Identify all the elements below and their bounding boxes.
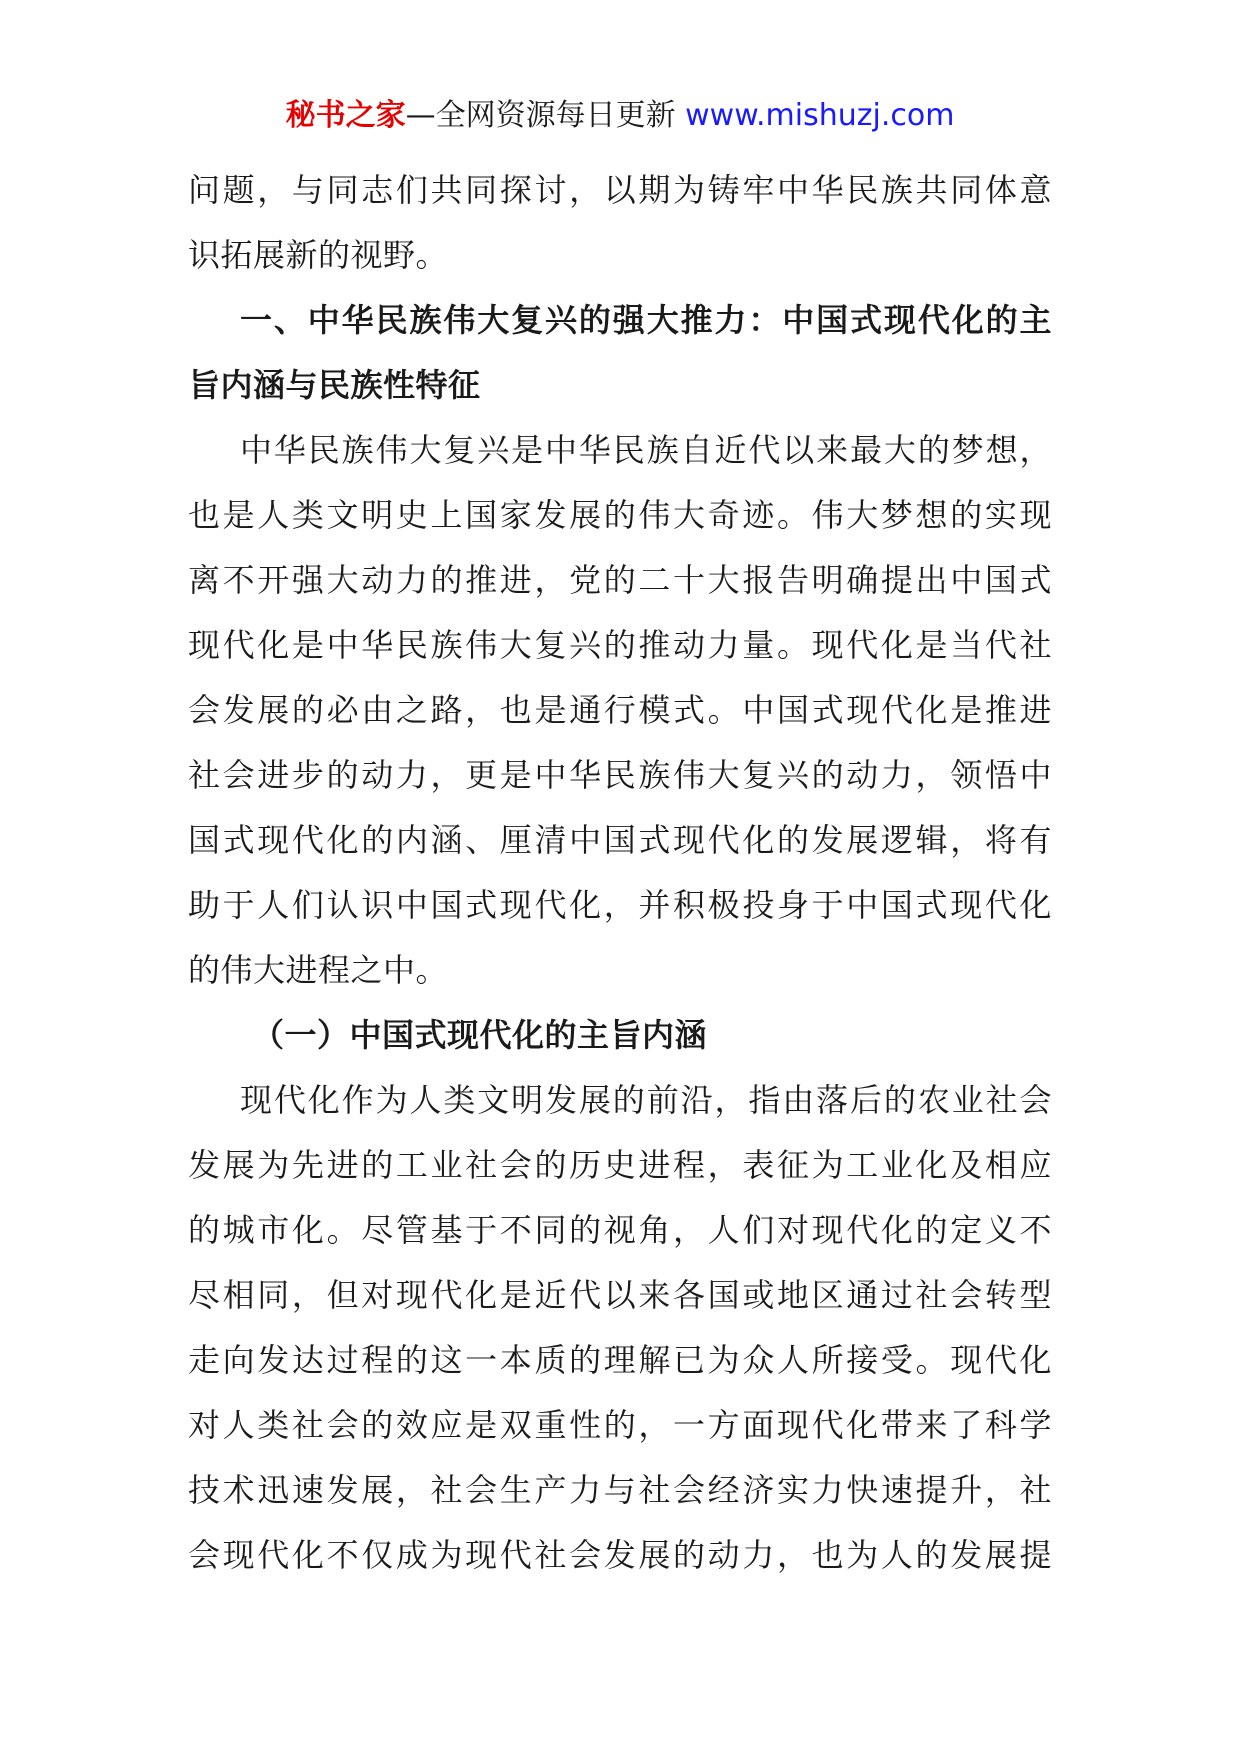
text-line: 走向发达过程的这一本质的理解已为众人所接受。现代化 — [188, 1341, 1052, 1379]
document-body — [188, 158, 1052, 1588]
text-line: 识拓展新的视野。 — [188, 236, 449, 274]
text-line: 离不开强大动力的推进，党的二十大报告明确提出中国式 — [188, 561, 1052, 599]
text-line: 国式现代化的内涵、厘清中国式现代化的发展逻辑，将有 — [188, 821, 1052, 859]
subsection-heading: （一）中国式现代化的主旨内涵 — [252, 1016, 708, 1054]
text-line: 会现代化不仅成为现代社会发展的动力，也为人的发展提 — [188, 1536, 1052, 1574]
text-line: 问题，与同志们共同探讨，以期为铸牢中华民族共同体意 — [188, 171, 1052, 209]
website-link[interactable]: www.mishuzj.com — [685, 98, 955, 133]
text-line: 技术迅速发展，社会生产力与社会经济实力快速提升，社 — [188, 1471, 1052, 1509]
text-line: 现代化是中华民族伟大复兴的推动力量。现代化是当代社 — [188, 626, 1052, 664]
text-line: 中华民族伟大复兴是中华民族自近代以来最大的梦想， — [240, 431, 1052, 469]
text-line: 发展为先进的工业社会的历史进程，表征为工业化及相应 — [188, 1146, 1052, 1184]
section-heading: 旨内涵与民族性特征 — [188, 366, 481, 404]
text-line: 社会进步的动力，更是中华民族伟大复兴的动力，领悟中 — [188, 756, 1052, 794]
text-line: 的伟大进程之中。 — [188, 951, 449, 989]
text-line: 对人类社会的效应是双重性的，一方面现代化带来了科学 — [188, 1406, 1052, 1444]
page-header — [0, 98, 1240, 134]
text-line: 现代化作为人类文明发展的前沿，指由落后的农业社会 — [240, 1081, 1052, 1119]
header-tagline: —全网资源每日更新 — [405, 98, 686, 133]
text-line: 会发展的必由之路，也是通行模式。中国式现代化是推进 — [188, 691, 1052, 729]
brand-name: 秘书之家 — [285, 98, 406, 133]
text-line: 的城市化。尽管基于不同的视角，人们对现代化的定义不 — [188, 1211, 1052, 1249]
text-line: 助于人们认识中国式现代化，并积极投身于中国式现代化 — [188, 886, 1052, 924]
text-line: 也是人类文明史上国家发展的伟大奇迹。伟大梦想的实现 — [188, 496, 1052, 534]
text-line: 尽相同，但对现代化是近代以来各国或地区通过社会转型 — [188, 1276, 1052, 1314]
section-heading: 一、中华民族伟大复兴的强大推力：中国式现代化的主 — [240, 301, 1052, 339]
